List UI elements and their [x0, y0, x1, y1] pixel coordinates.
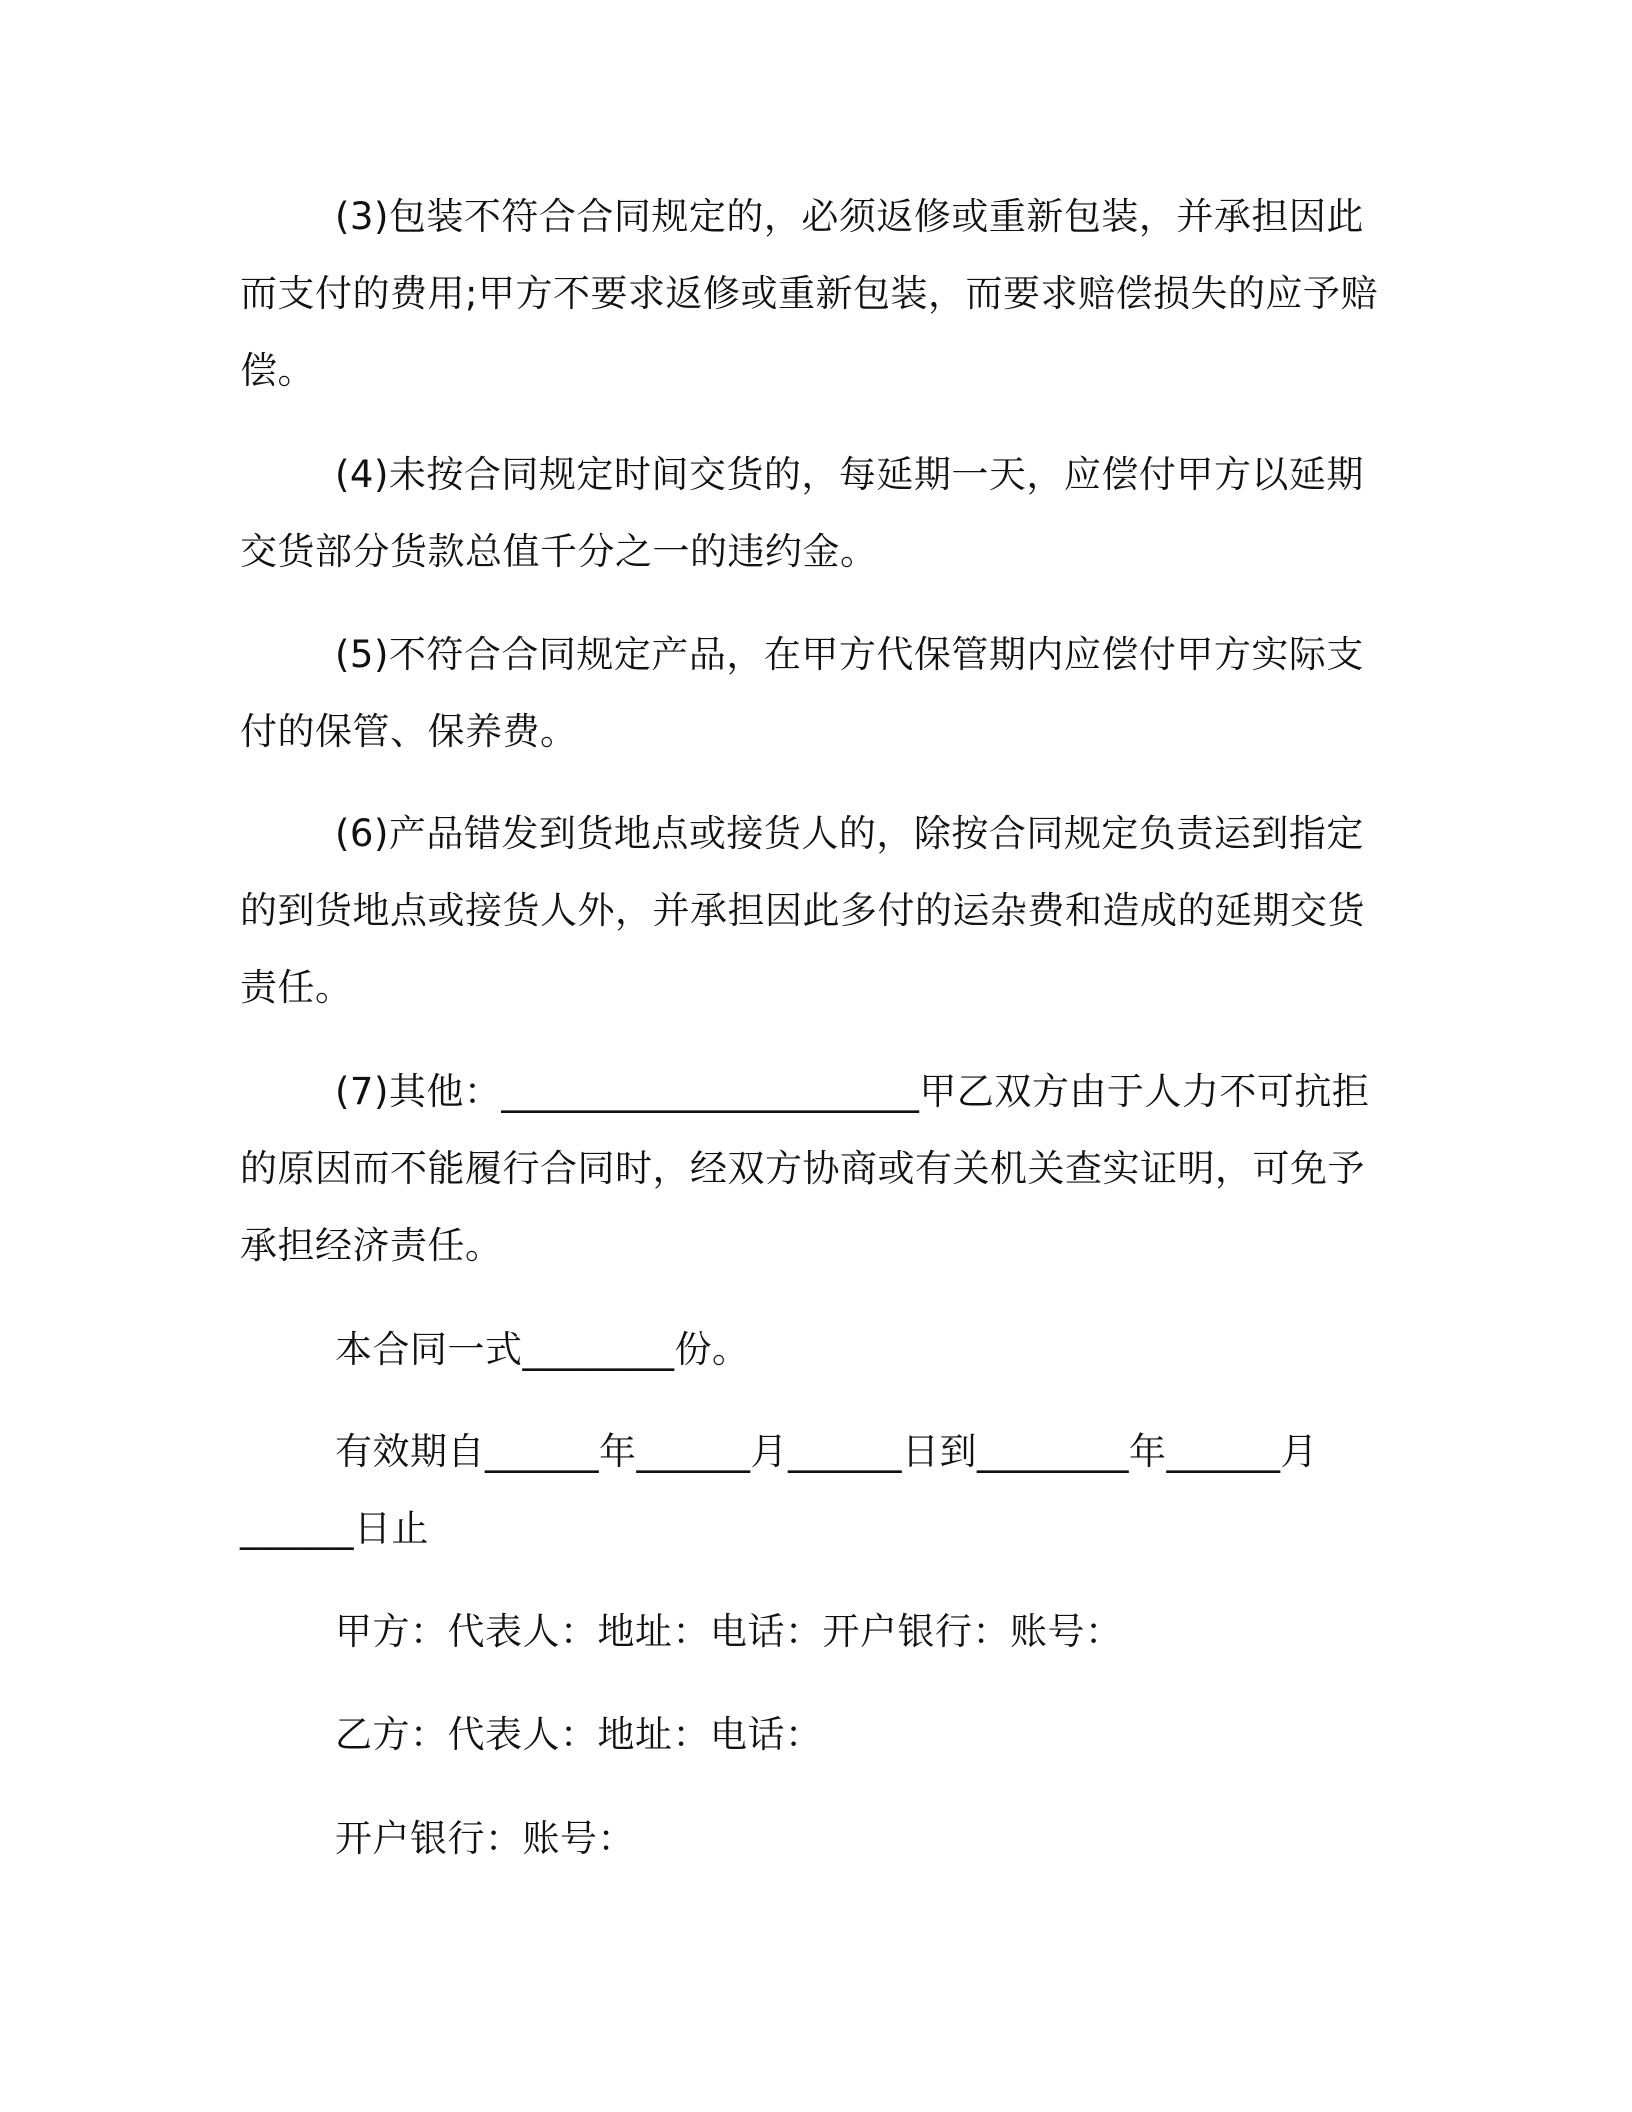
paragraph-line: 偿。	[240, 349, 315, 392]
paragraph-line: (6)产品错发到货地点或接货人的，除按合同规定负责运到指定	[335, 812, 1364, 855]
paragraph-line: 本合同一式________份。	[335, 1328, 750, 1371]
clause-7-paragraph	[240, 1053, 1370, 1284]
paragraph-line: 有效期自______年______月______日到________年______月	[335, 1430, 1318, 1473]
clause-5-paragraph	[240, 616, 1370, 770]
paragraph-line: ______日止	[240, 1507, 429, 1550]
paragraph-line: 乙方：代表人：地址：电话：	[335, 1713, 823, 1756]
paragraph-line: 承担经济责任。	[240, 1224, 503, 1267]
paragraph-line: 交货部分货款总值千分之一的违约金。	[240, 530, 878, 573]
validity-paragraph	[240, 1413, 1370, 1567]
copies-paragraph	[240, 1311, 1370, 1388]
paragraph-line: (7)其他：______________________甲乙双方由于人力不可抗拒	[335, 1070, 1370, 1113]
paragraph-line: 的原因而不能履行合同时，经双方协商或有关机关查实证明，可免予	[240, 1147, 1365, 1190]
paragraph-line: 的到货地点或接货人外，并承担因此多付的运杂费和造成的延期交货	[240, 889, 1365, 932]
party-b-paragraph	[240, 1696, 1370, 1773]
clause-4-paragraph	[240, 436, 1370, 590]
paragraph-line: 付的保管、保养费。	[240, 710, 578, 753]
party-a-paragraph	[240, 1593, 1370, 1670]
paragraph-line: 责任。	[240, 966, 353, 1009]
clause-3-paragraph	[240, 178, 1378, 409]
clause-6-paragraph	[240, 795, 1370, 1026]
paragraph-line: (4)未按合同规定时间交货的，每延期一天，应偿付甲方以延期	[335, 453, 1364, 496]
paragraph-line: 而支付的费用;甲方不要求返修或重新包装，而要求赔偿损失的应予赔	[240, 272, 1378, 315]
paragraph-line: 开户银行：账号：	[335, 1817, 635, 1860]
paragraph-line: (5)不符合合同规定产品，在甲方代保管期内应偿付甲方实际支	[335, 633, 1364, 676]
paragraph-line: (3)包装不符合合同规定的，必须返修或重新包装，并承担因此	[335, 195, 1364, 238]
bank-account-paragraph	[240, 1800, 1370, 1877]
paragraph-line: 甲方：代表人：地址：电话：开户银行：账号：	[335, 1610, 1123, 1653]
